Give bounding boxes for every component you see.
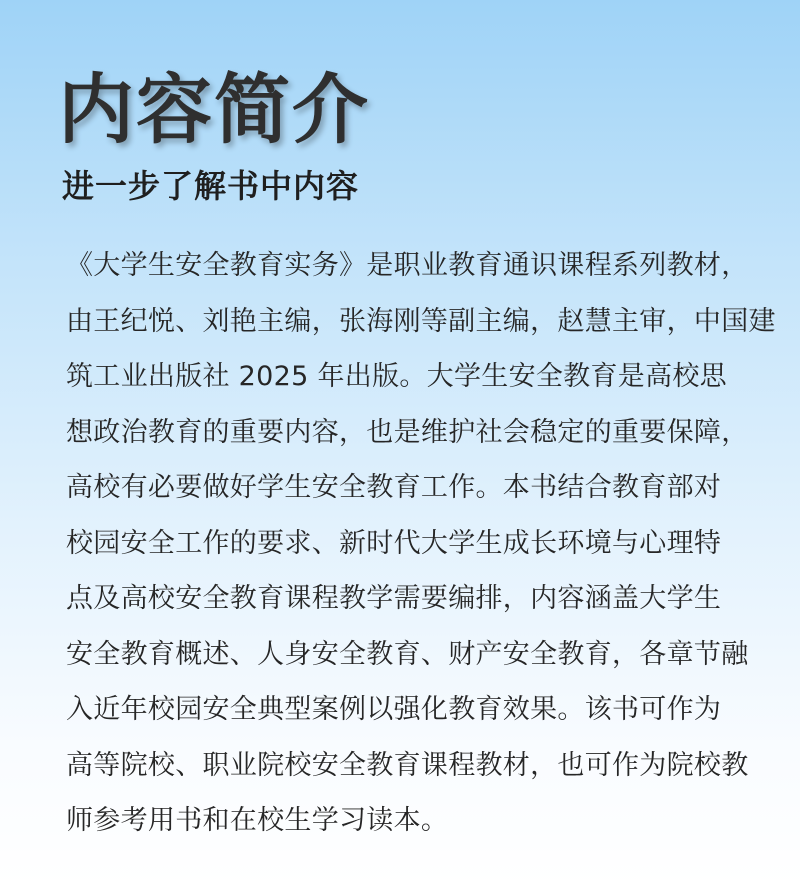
page-subtitle: 进一步了解书中内容 xyxy=(62,167,360,205)
paragraph-line: 《大学生安全教育实务》是职业教育通识课程系列教材， xyxy=(66,250,749,281)
paragraph-line: 校园安全工作的要求、新时代大学生成长环境与心理特 xyxy=(66,527,722,559)
paragraph-line: 筑工业出版社 2025 年出版。大学生安全教育是高校思 xyxy=(66,361,727,392)
paragraph-line: 入近年校园安全典型案例以强化教育效果。该书可作为 xyxy=(66,694,722,725)
paragraph-line: 高校有必要做好学生安全教育工作。本书结合教育部对 xyxy=(66,472,722,503)
paragraph-line: 点及高校安全教育课程教学需要编排，内容涵盖大学生 xyxy=(66,583,722,614)
page-title: 内容简介 xyxy=(58,65,370,154)
paragraph-line: 想政治教育的重要内容，也是维护社会稳定的重要保障， xyxy=(66,416,749,448)
paragraph-line: 师参考用书和在校生学习读本。 xyxy=(66,805,449,836)
paragraph-line: 由王纪悦、刘艳主编，张海刚等副主编，赵慧主审，中国建 xyxy=(66,305,776,337)
intro-paragraph xyxy=(66,238,776,849)
paragraph-line: 高等院校、职业院校安全教育课程教材，也可作为院校教 xyxy=(66,749,749,781)
paragraph-line: 安全教育概述、人身安全教育、财产安全教育，各章节融 xyxy=(66,638,749,670)
